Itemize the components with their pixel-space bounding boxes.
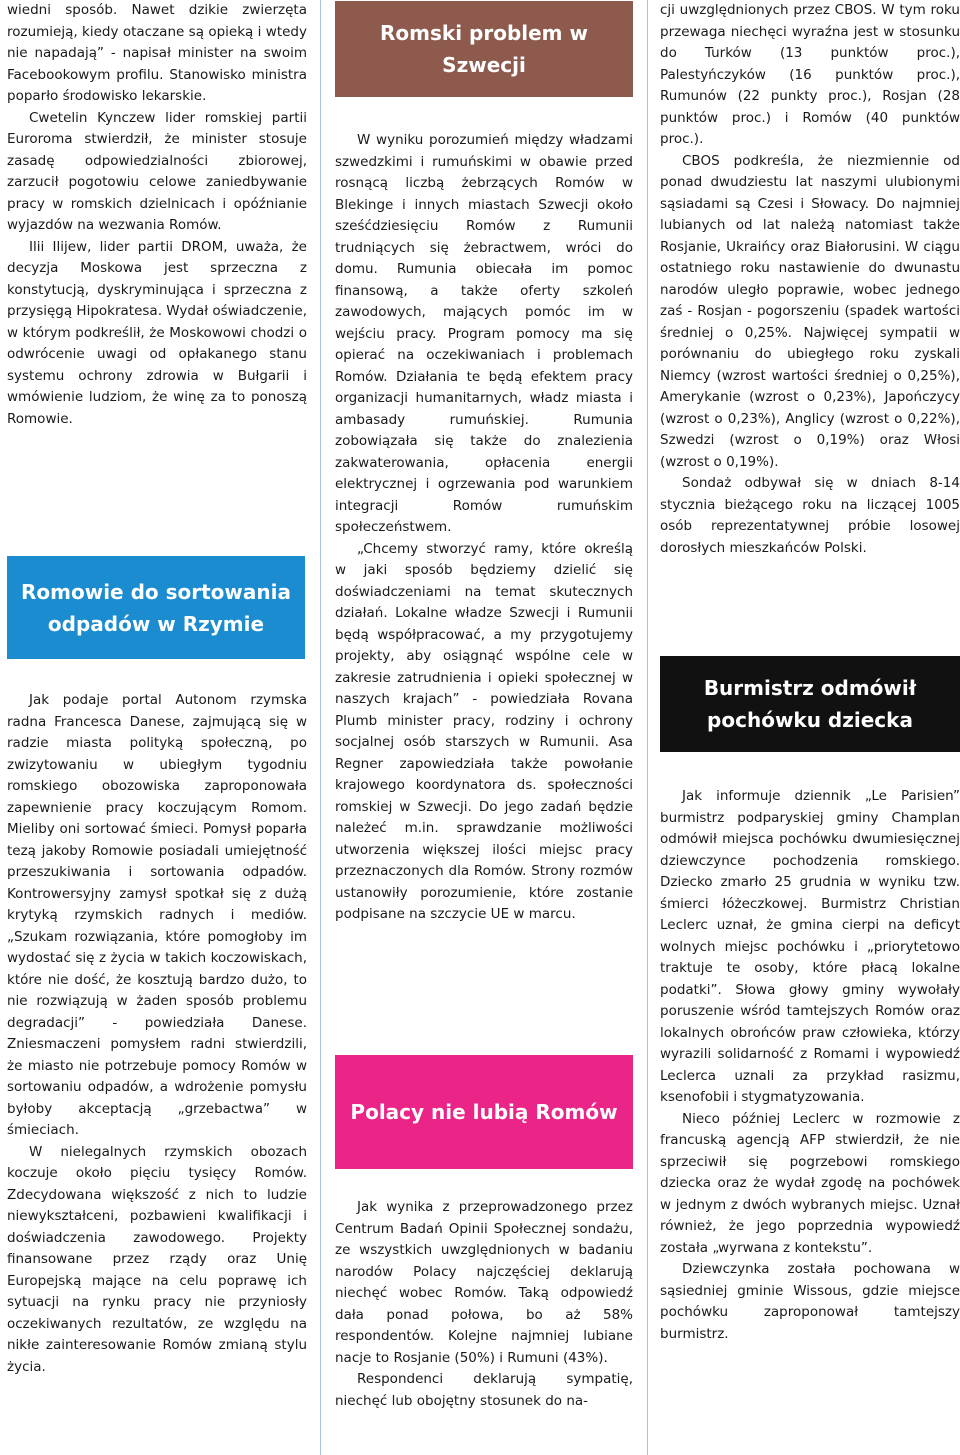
article-szwecja-body (335, 130, 633, 926)
article-rzym-body (7, 690, 307, 1378)
paragraph: Cwetelin Kynczew lider romskiej partii Euroroma stwierdził, że minister stosuje zasadę odpowiedzialności zbiorowej, zarzucił pogotowiu celowe zaniedbywanie pracy w romskich dzielnicach i opóźnianie wyjazdów na wezwania Romów. (7, 109, 307, 233)
article-polacy-body (335, 1197, 633, 1412)
headline-burmistrz: Burmistrz odmówił pochówku dziecka (703, 676, 917, 732)
headline-box-rzym (7, 556, 305, 659)
headline-rzym: Romowie do sortowania odpadów w Rzymie (21, 579, 291, 636)
headline-box-polacy (335, 1055, 633, 1169)
column-rule-left (320, 0, 321, 1455)
paragraph: Jak informuje dziennik „Le Parisien” burmistrz podparyskiej gminy Champlan odmówił miejsca pochówku dwumiesięcznej dziewczynce pochodzenia romskiego. Dziecko zmarło 25 grudnia w wyniku tzw. śmierci łóżeczkowej. Burmistrz Christian Leclerc uznał, że gmina cierpi na deficyt wolnych miejsc pochówku i „priorytetowo traktuje te osoby, które płacą lokalne podatki”. Słowa głowy gminy wywołały poruszenie wśród tamtejszych Romów oraz lokalnych obrońców praw człowieka, którzy wyrazili solidarność z Romami i wypowiedź Leclerca uznali za przykład rasizmu, ksenofobii i stygmatyzowania. (660, 788, 960, 1105)
paragraph: Jak wynika z przeprowadzonego przez Centrum Badań Opinii Społecznej sondażu, ze wszystkich uwzględnionych w badaniu narodów Polacy najczęściej deklarują niechęć wobec Romów. Taką odpowiedź dała ponad połowa, bo aż 58% respondentów. Kolejne najmniej lubiane nacje to Rosjanie (50%) i Rumuni (43%). (335, 1199, 633, 1366)
paragraph: W nielegalnych rzymskich obozach koczuje około pięciu tysięcy Romów. Zdecydowana większość z nich to ludzie niewykształceni, pozbawieni kwalifikacji i doświadczenia zawodowego. Projekty finansowane przez rządy oraz Unię Europejską mające na celu poprawę ich sytuacji na rynku pracy nie przyniosły oczekiwanych rezultatów, ze względu na nikłe zainteresowanie Romów zmianą stylu życia. (7, 1143, 307, 1375)
headline-polacy: Polacy nie lubią Romów (350, 1100, 618, 1124)
paragraph: Sondaż odbywał się w dniach 8-14 stycznia bieżącego roku na liczącej 1005 osób reprezentatywnej próbie losowej dorosłych mieszkańców Polski. (660, 475, 960, 556)
paragraph: Nieco później Leclerc w rozmowie z francuską agencją AFP stwierdził, że nie sprzeciwił się pogrzebowi romskiego dziecka oraz że wydał zgodę na pochówek w jednym z dwóch wybranych miejsc. Uznał również, że jego poprzednia wypowiedź została „wyrwana z kontekstu”. (660, 1110, 960, 1256)
column-rule-right (647, 0, 648, 1455)
article-continuation-cbos (660, 0, 960, 559)
paragraph: cji uwzględnionych przez CBOS. W tym roku przewaga niechęci wyraźna jest w stosunku do Turków (13 punktów proc.), Palestyńczyków (16 punktów proc.), Rumunów (22 punkty proc.), Rosjan (28 punktów proc.) i Romów (40 punktów proc.). (660, 2, 960, 147)
paragraph: W wyniku porozumień między władzami szwedzkimi i rumuńskimi w obawie przed rosnącą liczbą żebrzących Romów w Blekinge i innych miastach Szwecji około sześćdziesięciu Romów z Rumunii trudniących się żebractwem, wróci do domu. Rumunia obiecała im pomoc finansową, a także oferty szkoleń zawodowych, mających pomóc im w wejściu pracy. Program pomocy ma się opierać na oczekiwaniach i problemach Romów. Działania te będą efektem pracy organizacji humanitarnych, władz miasta i ambasady rumuńskiej. Rumunia zobowiązała się także do znalezienia zakwaterowania, opłacenia energii elektrycznej i ogrzewania pod warunkiem integracji Romów rumuńskim społeczeństwem. (335, 132, 633, 535)
paragraph: „Chcemy stworzyć ramy, które określą w jaki sposób będziemy dzielić się doświadczeniami na temat skutecznych działań. Lokalne władze Szwecji i Rumunii będą współpracować, a my przygotujemy projekty, aby osiągnąć wspólne cele w zakresie zatrudnienia i opieki społecznej w naszych krajach” - powiedziała Rovana Plumb minister pracy, rodziny i ochrony socjalnej osób starszych w Rumunii. Asa Regner zapowiedziała także powołanie krajowego koordynatora ds. społeczności romskiej w Szwecji. Do jego zadań będzie należeć m.in. sprawdzanie możliwości utworzenia większej ilości miejsc pracy przeznaczonych dla Romów. Strony rozmów ustanowiły porozumienie, które zostanie podpisane na szczycie UE w marcu. (335, 540, 633, 922)
article-continuation-bulgaria (7, 0, 307, 430)
headline-box-burmistrz (660, 656, 960, 752)
paragraph: wiedni sposób. Nawet dzikie zwierzęta rozumieją, kiedy otaczane są opieką i wtedy nie napadają” - napisał minister na swoim Facebookowym profilu. Stanowisko ministra poparło środowisko lekarskie. (7, 2, 307, 104)
headline-szwecja: Romski problem w Szwecji (380, 21, 588, 77)
paragraph: Ilii Ilijew, lider partii DROM, uważa, że decyzja Moskowa jest sprzeczna z konstytucją, dyskryminująca i sprzeczna z przysięgą Hipokratesa. Wydał oświadczenie, w którym podkreślił, że Moskowowi chodzi o odwrócenie uwagi od opłakanego stanu systemu ochrony zdrowia w Bułgarii i wmówienie ludziom, że winę za to ponoszą Romowie. (7, 238, 307, 427)
article-burmistrz-body (660, 786, 960, 1345)
paragraph: CBOS podkreśla, że niezmiennie od ponad dwudziestu lat naszymi ulubionymi sąsiadami są Czesi i Słowacy. Do najmniej lubianych od lat należą natomiast także Rosjanie, Ukraińcy oraz Białorusini. W ciągu ostatniego roku nastawienie do dwunastu narodów uległo poprawie, wobec jednego zaś - Rosjan - pogorszeniu (spadek wartości średniej o 0,25%. Najwięcej sympatii w porównaniu do ubiegłego roku zyskali Niemcy (wzrost wartości średniej o 0,25%), Amerykanie (wzrost o 0,23%), Japończycy (wzrost o 0,23%), Anglicy (wzrost o 0,22%), Szwedzi (wzrost o 0,19%) oraz Włosi (wzrost o 0,19%). (660, 152, 960, 470)
headline-box-szwecja (335, 1, 633, 97)
paragraph: Respondenci deklarują sympatię, niechęć lub obojętny stosunek do na- (335, 1371, 633, 1409)
paragraph: Jak podaje portal Autonom rzymska radna Francesca Danese, zajmującą się w radzie miasta polityką społeczną, po zwizytowaniu w ubiegłym tygodniu romskiego obozowiska zaproponowała zapewnienie pracy koczującym Romom. Mieliby oni sortować śmieci. Pomysł poparła tezą jakoby Romowie posiadali umiejętność przeszukiwania i sortowania odpadów. Kontrowersyjny zamysł spotkał się z dużą krytyką rzymskich radnych i mediów. „Szukam rozwiązania, które pomogłoby im wydostać się z życia w takich koczowiskach, które nie dość, że kosztują bardzo dużo, to nie rozwiązują w żaden sposób problemu degradacji” - powiedziała Danese. Zniesmaczeni pomysłem radni stwierdzili, że miasto nie potrzebuje pomocy Romów w sortowaniu odpadów, a wdrożenie pomysłu byłoby akceptacją „grzebactwa” w śmieciach. (7, 692, 307, 1138)
paragraph: Dziewczynka została pochowana w sąsiedniej gminie Wissous, gdzie miejsce pochówku zaproponował tamtejszy burmistrz. (660, 1261, 960, 1342)
